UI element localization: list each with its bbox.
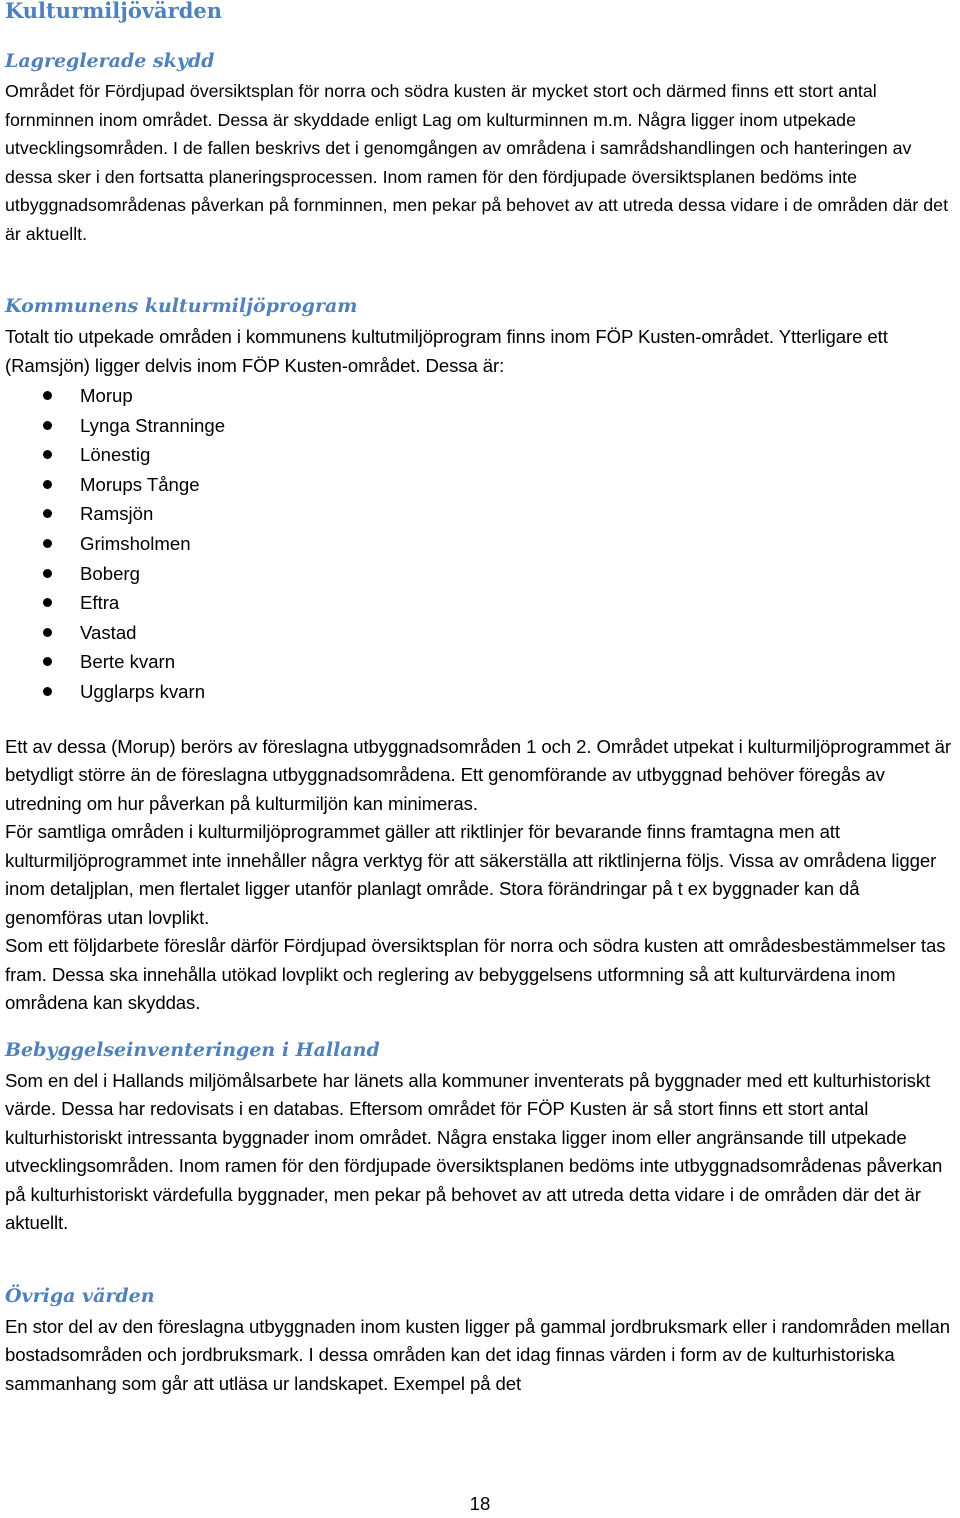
list-item bbox=[5, 381, 957, 411]
bullet-icon bbox=[43, 509, 52, 518]
list-item-label: Grimsholmen bbox=[80, 532, 191, 554]
page-title: Kulturmiljövärden bbox=[5, 0, 223, 23]
paragraph-kulturmiljoprogram-2: För samtliga områden i kulturmiljöprogrammet gäller att riktlinjer för bevarande finns framtagna men att kulturmiljöprogrammet inte innehåller några verktyg för att säkerställa att riktlinjerna följs. Vissa av områdena ligger inom detaljplan, men flertalet ligger utanför planlagt område. Stora förändringar på t ex byggnader kan då genomföras utan lovplikt. bbox=[5, 821, 937, 928]
paragraph-kulturmiljoprogram-1: Ett av dessa (Morup) berörs av föreslagna utbyggnadsområden 1 och 2. Området utpekat i kulturmiljöprogrammet är betydligt större än de föreslagna utbyggnadsområdena. Ett genomförande av utbyggnad behöver föregås av utredning om hur påverkan på kulturmiljön kan minimeras. bbox=[5, 735, 951, 814]
bullet-icon bbox=[43, 687, 52, 696]
list-item bbox=[5, 618, 957, 648]
list-item-label: Lönestig bbox=[80, 444, 151, 466]
bullet-icon bbox=[43, 569, 52, 578]
paragraph-lagreglerade: Området för Fördjupad översiktsplan för norra och södra kusten är mycket stort och därmed finns ett stort antal fornminnen inom området. Dessa är skyddade enligt Lag om kulturminnen m.m. Några ligger inom utpekade utvecklingsområden. I de fallen beskrivs det i genomgången av områdena i samrådshandlingen och hanteringen av dessa sker i den fortsatta planeringsprocessen. Inom ramen för den fördjupade översiktsplanen bedöms inte utbyggnadsområdenas påverkan på fornminnen, men pekar på behovet av att utreda dessa vidare i de områden där det är aktuellt. bbox=[5, 81, 949, 244]
paragraph-ovriga: En stor del av den föreslagna utbyggnaden inom kusten ligger på gammal jordbruksmark eller i randområden mellan bostadsområden och jordbruksmark. I dessa områden kan det idag finnas värden i form av de kulturhistoriska sammanhang som går att utläsa ur landskapet. Exempel på det bbox=[5, 1315, 950, 1394]
list-item bbox=[5, 529, 957, 559]
list-item bbox=[5, 470, 957, 500]
kulturmiljo-area-list bbox=[5, 381, 957, 707]
bullet-icon bbox=[43, 391, 52, 400]
list-item-label: Morups Tånge bbox=[80, 473, 200, 495]
section-heading-bebyggelse: Bebyggelseinventeringen i Halland bbox=[5, 1038, 380, 1061]
list-item bbox=[5, 559, 957, 589]
bullet-icon bbox=[43, 539, 52, 548]
paragraph-kulturmiljoprogram-3: Som ett följdarbete föreslår därför Fördjupad översiktsplan för norra och södra kusten att områdesbestämmelser tas fram. Dessa ska innehålla utökad lovplikt och reglering av bebyggelsens utformning så att kulturvärdena inom områdena kan skyddas. bbox=[5, 935, 946, 1014]
list-item-label: Vastad bbox=[80, 621, 137, 643]
list-item bbox=[5, 499, 957, 529]
list-item-label: Lynga Stranninge bbox=[80, 414, 226, 436]
list-item-label: Boberg bbox=[80, 562, 140, 584]
bullet-icon bbox=[43, 657, 52, 666]
list-item-label: Eftra bbox=[80, 592, 120, 614]
list-item-label: Ramsjön bbox=[80, 503, 154, 525]
bullet-icon bbox=[43, 450, 52, 459]
paragraph-kulturmiljoprogram-intro: Totalt tio utpekade områden i kommunens kultutmiljöprogram finns inom FÖP Kusten-området. Ytterligare ett (Ramsjön) ligger delvis inom FÖP Kusten-området. Dessa är: bbox=[5, 326, 888, 376]
list-item bbox=[5, 411, 957, 441]
list-item-label: Ugglarps kvarn bbox=[80, 680, 206, 702]
list-item bbox=[5, 647, 957, 677]
section-heading-kulturmiljoprogram: Kommunens kulturmiljöprogram bbox=[5, 295, 358, 317]
page-number: 18 bbox=[469, 1493, 491, 1514]
bullet-icon bbox=[43, 628, 52, 637]
list-item-label: Berte kvarn bbox=[80, 651, 176, 673]
list-item bbox=[5, 588, 957, 618]
section-heading-ovriga: Övriga värden bbox=[5, 1284, 155, 1307]
list-item-label: Morup bbox=[80, 385, 133, 406]
list-item bbox=[5, 440, 957, 470]
paragraph-bebyggelse: Som en del i Hallands miljömålsarbete har länets alla kommuner inventerats på byggnader med ett kulturhistoriskt värde. Dessa har redovisats i en databas. Eftersom området för FÖP Kusten är så stort finns ett stort antal kulturhistoriskt intressanta byggnader inom området. Några enstaka ligger inom eller angränsande till utpekade utvecklingsområden. Inom ramen för den fördjupade översiktsplanen bedöms inte utbyggnadsområdenas påverkan på kulturhistoriskt värdefulla byggnader, men pekar på behovet av att utreda detta vidare i de områden där det är aktuellt. bbox=[5, 1069, 943, 1234]
section-heading-lagreglerade: Lagreglerade skydd bbox=[5, 50, 215, 72]
list-item bbox=[5, 677, 957, 707]
bullet-icon bbox=[43, 480, 52, 489]
bullet-icon bbox=[43, 598, 52, 607]
bullet-icon bbox=[43, 421, 52, 430]
document-page bbox=[5, 0, 957, 1398]
